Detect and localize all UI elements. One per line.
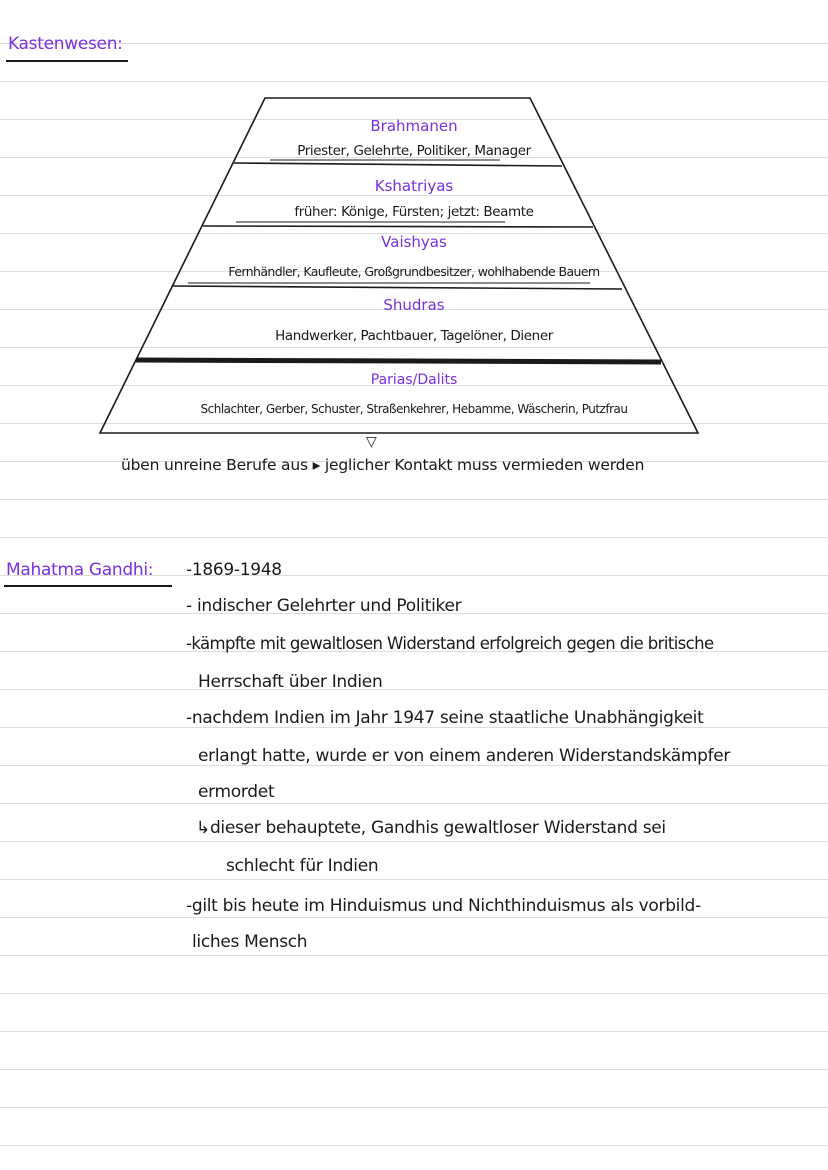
gandhi-line-role-model: -gilt bis heute im Hinduismus und Nichthinduismus als vorbild-	[186, 896, 701, 916]
tier-divider-1	[234, 163, 562, 166]
caste-desc-parias: Schlachter, Gerber, Schuster, Straßenkehrer, Hebamme, Wäscherin, Putzfrau	[200, 402, 628, 416]
gandhi-line-assassin-claim-cont: schlecht für Indien	[226, 856, 379, 876]
gandhi-line-independence-cont: erlangt hatte, wurde er von einem anderen Widerstandskämpfer	[198, 746, 731, 766]
gandhi-line-murdered: ermordet	[198, 782, 275, 802]
gandhi-heading: Mahatma Gandhi:	[6, 560, 154, 580]
caste-heading: Kastenwesen:	[8, 34, 123, 54]
caste-name-kshatriyas: Kshatriyas	[374, 177, 454, 195]
gandhi-line-resistance-cont: Herrschaft über Indien	[198, 672, 383, 692]
tier-divider-3	[172, 286, 622, 289]
gandhi-heading-underline	[4, 585, 172, 587]
gandhi-line-role-model-cont: liches Mensch	[192, 932, 308, 952]
caste-name-parias: Parias/Dalits	[370, 372, 458, 388]
caste-name-shudras: Shudras	[383, 296, 445, 314]
gandhi-line-dates: -1869-1948	[186, 560, 282, 580]
gandhi-line-resistance: -kämpfte mit gewaltlosen Widerstand erfolgreich gegen die britische	[186, 634, 714, 653]
tier-divider-2	[203, 226, 593, 227]
tier-divider-bold	[136, 360, 661, 362]
caste-desc-shudras: Handwerker, Pachtbauer, Tagelöner, Diener	[275, 328, 553, 344]
caste-desc-vaishyas: Fernhändler, Kaufleute, Großgrundbesitzer, wohlhabende Bauern	[228, 264, 600, 279]
caste-desc-brahmanen: Priester, Gelehrte, Politiker, Manager	[297, 143, 531, 159]
gandhi-line-assassin-claim: ↳dieser behauptete, Gandhis gewaltloser Widerstand sei	[196, 818, 666, 838]
caste-name-brahmanen: Brahmanen	[370, 117, 458, 135]
caste-note: üben unreine Berufe aus ▸ jeglicher Kontakt muss vermieden werden	[121, 456, 645, 474]
gandhi-line-independence: -nachdem Indien im Jahr 1947 seine staatliche Unabhängigkeit	[186, 708, 704, 728]
down-arrow-icon: ▽	[366, 434, 377, 450]
caste-desc-kshatriyas: früher: Könige, Fürsten; jetzt: Beamte	[294, 204, 534, 220]
caste-name-vaishyas: Vaishyas	[381, 233, 447, 251]
gandhi-line-profession: - indischer Gelehrter und Politiker	[186, 596, 462, 616]
